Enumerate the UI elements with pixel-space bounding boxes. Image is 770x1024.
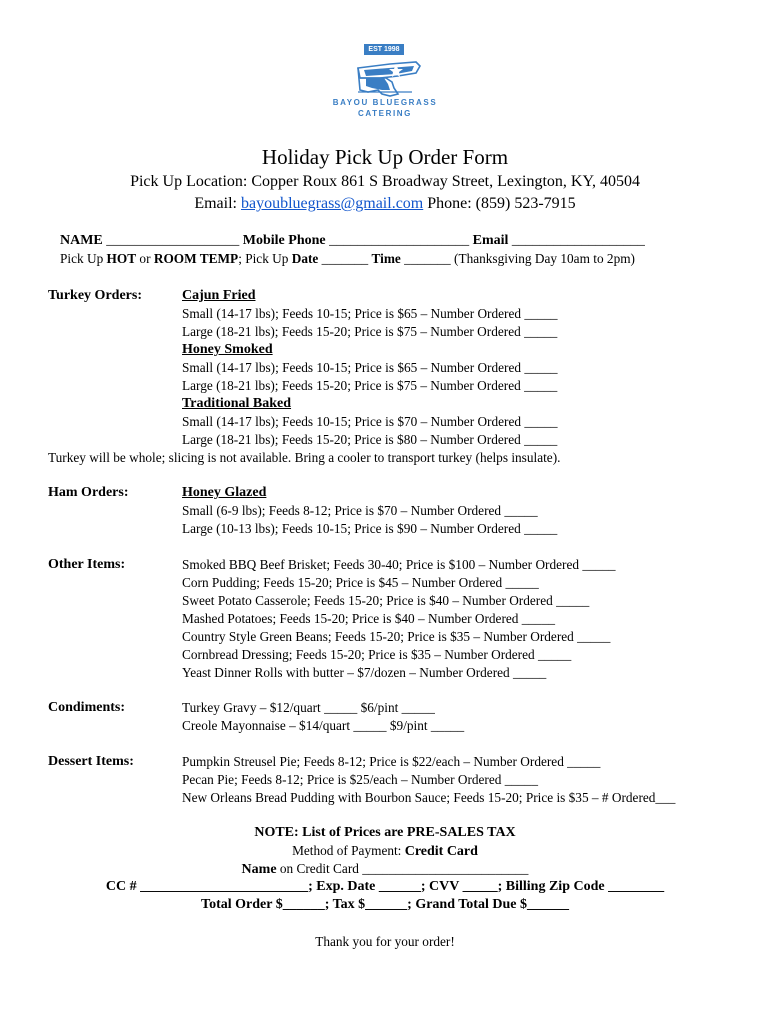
dessert-items-label: Dessert Items: [48,754,134,769]
hot-option[interactable]: HOT [106,251,137,266]
date-field[interactable]: _______ [318,251,372,266]
turkey-item: Small (14-17 lbs); Feeds 10-15; Price is $65 – Number Ordered _____ [182,306,558,321]
card-name-field[interactable]: on Credit Card _________________________ [276,861,529,876]
other-item: Yeast Dinner Rolls with butter – $7/dozen – Number Ordered _____ [182,665,547,680]
mobile-field[interactable]: ____________________ [325,233,473,248]
ham-item: Small (6-9 lbs); Feeds 8-12; Price is $70 – Number Ordered _____ [182,503,538,518]
dessert-item: Pecan Pie; Feeds 8-12; Price is $25/each – Number Ordered _____ [182,772,538,787]
turkey-item: Large (18-21 lbs); Feeds 15-20; Price is $75 – Number Ordered _____ [182,378,558,393]
mobile-label: Mobile Phone [242,233,326,248]
card-name-line [0,861,770,878]
dessert-item: Pumpkin Streusel Pie; Feeds 8-12; Price is $22/each – Number Ordered _____ [182,754,601,769]
email-link[interactable]: bayoubluegrass@gmail.com [240,195,424,212]
turkey-group-title: Traditional Baked [182,396,292,411]
time-label: Time [371,251,401,266]
pickup-or: or [136,251,154,266]
turkey-note: Turkey will be whole; slicing is not available. Bring a cooler to transport turkey (helps insulate). [48,450,561,465]
other-item: Country Style Green Beans; Feeds 15-20; Price is $35 – Number Ordered _____ [182,629,611,644]
pickup-row [60,251,635,267]
ham-group-title: Honey Glazed [182,485,267,500]
turkey-orders-label: Turkey Orders: [48,288,142,303]
payment-method [0,843,770,860]
totals-line[interactable]: Total Order $______; Tax $______; Grand Total Due $______ [201,897,569,912]
bayou-bluegrass-logo [320,40,450,122]
other-item: Sweet Potato Casserole; Feeds 15-20; Price is $40 – Number Ordered _____ [182,593,590,608]
condiment-item: Turkey Gravy – $12/quart _____ $6/pint _____ [182,700,435,715]
logo-brand-line1: BAYOU BLUEGRASS [332,98,438,107]
payment-value: Credit Card [404,844,478,859]
phone-text: Phone: (859) 523-7915 [423,195,576,212]
email-field[interactable]: ___________________ [508,233,645,248]
info-row [60,233,645,249]
ham-item: Large (10-13 lbs); Feeds 10-15; Price is $90 – Number Ordered _____ [182,521,558,536]
dessert-item: New Orleans Bread Pudding with Bourbon Sauce; Feeds 15-20; Price is $35 – # Ordered___ [182,790,676,805]
payment-label: Method of Payment: [292,843,405,858]
logo-brand-line2: CATERING [358,109,412,118]
other-item: Mashed Potatoes; Feeds 15-20; Price is $40 – Number Ordered _____ [182,611,555,626]
turkey-item: Large (18-21 lbs); Feeds 15-20; Price is $80 – Number Ordered _____ [182,432,558,447]
ham-orders-label: Ham Orders: [48,485,129,500]
contact-line [0,194,770,213]
turkey-group-title: Honey Smoked [182,342,273,357]
page-title: Holiday Pick Up Order Form [261,145,509,169]
email-field-label: Email [472,233,509,248]
logo-est-badge: EST 1998 [364,44,404,55]
turkey-item: Small (14-17 lbs); Feeds 10-15; Price is $65 – Number Ordered _____ [182,360,558,375]
pickup-location: Pick Up Location: Copper Roux 861 S Broadway Street, Lexington, KY, 40504 [130,173,640,190]
thank-you: Thank you for your order! [315,934,455,949]
name-label: NAME [60,233,103,248]
room-temp-option[interactable]: ROOM TEMP [153,251,239,266]
other-items-label: Other Items: [48,557,126,572]
pickup-mid: ; Pick Up [238,251,292,266]
card-name-label: Name [241,862,277,877]
pickup-pre: Pick Up [60,251,107,266]
turkey-group-title: Cajun Fried [182,288,256,303]
date-label: Date [291,251,319,266]
turkey-item: Small (14-17 lbs); Feeds 10-15; Price is $70 – Number Ordered _____ [182,414,558,429]
pre-sales-tax-note: NOTE: List of Prices are PRE-SALES TAX [254,825,516,840]
turkey-item: Large (18-21 lbs); Feeds 15-20; Price is $75 – Number Ordered _____ [182,324,558,339]
condiments-label: Condiments: [48,700,126,715]
name-field[interactable]: ___________________ [102,233,243,248]
louisiana-kentucky-map-icon [320,40,450,100]
other-item: Corn Pudding; Feeds 15-20; Price is $45 – Number Ordered _____ [182,575,539,590]
other-item: Cornbread Dressing; Feeds 15-20; Price is $35 – Number Ordered _____ [182,647,572,662]
cc-line[interactable]: CC # ________________________; Exp. Date ______; CVV _____; Billing Zip Code ________ [105,879,665,894]
other-item: Smoked BBQ Beef Brisket; Feeds 30-40; Price is $100 – Number Ordered _____ [182,557,616,572]
time-field[interactable]: _______ (Thanksgiving Day 10am to 2pm) [400,251,635,266]
email-label: Email: [194,195,241,212]
condiment-item: Creole Mayonnaise – $14/quart _____ $9/pint _____ [182,718,465,733]
